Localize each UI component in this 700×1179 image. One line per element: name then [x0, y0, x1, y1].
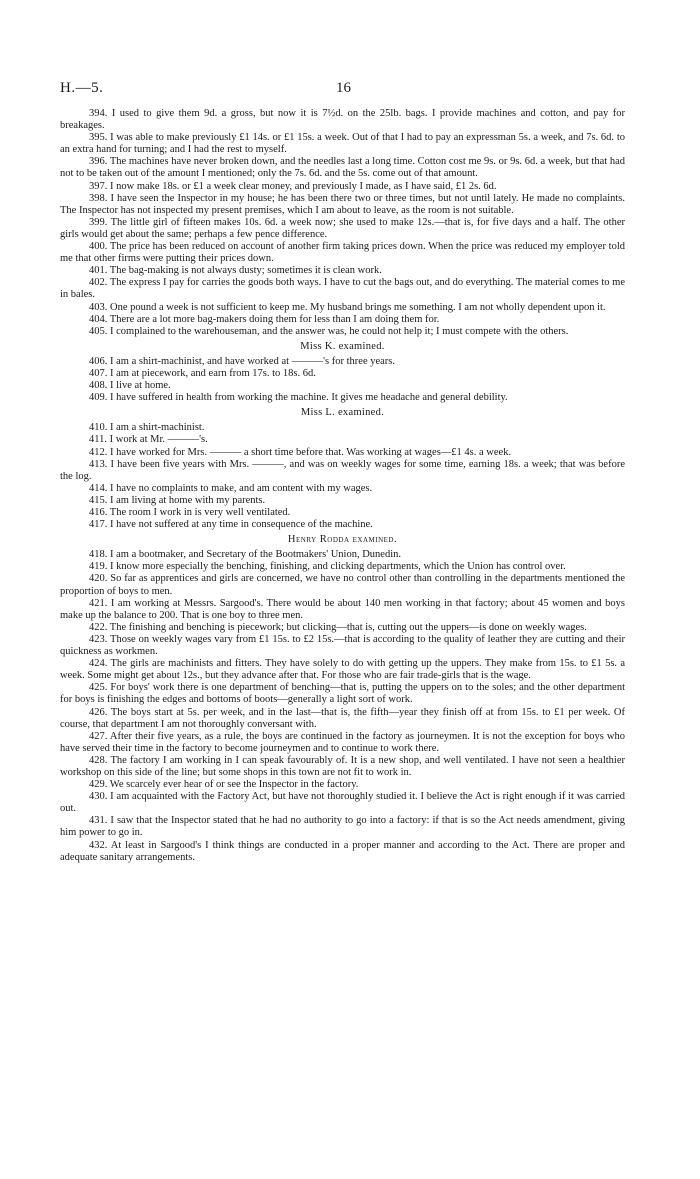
- testimony-paragraph: 428. The factory I am working in I can speak favourably of. It is a new shop, and well ventilated. I have not seen a healthier workshop on this side of the line; but some shops in this town are not fit to work in.: [60, 754, 625, 778]
- testimony-paragraph: 408. I live at home.: [89, 380, 171, 392]
- testimony-paragraph: 398. I have seen the Inspector in my house; he has been there two or three times, but not until lately. He made no complaints. The Inspector has not inspected my present premises, which I am about to leave, as the room is not suitable.: [60, 192, 625, 216]
- testimony-paragraph: 432. At least in Sargood's I think things are conducted in a proper manner and according to the Act. There are proper and adequate sanitary arrangements.: [60, 839, 625, 863]
- testimony-paragraph: 411. I work at Mr. ———'s.: [89, 434, 208, 446]
- testimony-paragraph: 421. I am working at Messrs. Sargood's. There would be about 140 men working in that factory; about 45 women and boys make up the balance to 200. That is one boy to three men.: [60, 597, 625, 621]
- testimony-paragraph: 418. I am a bootmaker, and Secretary of the Bootmakers' Union, Dunedin.: [89, 549, 402, 561]
- testimony-paragraph: 396. The machines have never broken down, and the needles last a long time. Cotton cost me 9s. or 9s. 6d. a week, but that had not to be taken out of the amount I mentioned; only the 7s. 6d. and the 5s. come out of that amount.: [60, 156, 625, 180]
- testimony-paragraph: 394. I used to give them 9d. a gross, but now it is 7½d. on the 25lb. bags. I provide machines and cotton, and pay for breakages.: [60, 108, 625, 132]
- page-number: 16: [336, 80, 351, 96]
- testimony-paragraph: 413. I have been five years with Mrs. ———, and was on weekly wages for some time, earning 18s. a week; that was before the log.: [60, 458, 625, 482]
- testimony-paragraph: 431. I saw that the Inspector stated that he had no authority to go into a factory: if that is so the Act needs amendment, giving him power to go in.: [60, 815, 625, 839]
- testimony-paragraph: 429. We scarcely ever hear of or see the Inspector in the factory.: [89, 779, 359, 791]
- page-header: [60, 80, 625, 100]
- testimony-paragraph: 415. I am living at home with my parents.: [89, 494, 266, 506]
- testimony-paragraph: 395. I was able to make previously £1 14s. or £1 15s. a week. Out of that I had to pay an expressman 5s. a week, and 7s. 6d. to an extra hand for turning; and I had the rest to myself.: [60, 132, 625, 156]
- testimony-paragraph: 410. I am a shirt-machinist.: [89, 422, 205, 434]
- examination-heading: Henry Rodda examined.: [287, 534, 398, 546]
- document-body: [60, 108, 625, 864]
- examination-heading: Miss L. examined.: [300, 407, 385, 419]
- testimony-paragraph: 425. For boys' work there is one department of benching—that is, putting the uppers on to the soles; and the other department for boys is finishing the edges and bottoms of boots—generally a light sort of work.: [60, 682, 625, 706]
- testimony-paragraph: 405. I complained to the warehouseman, and the answer was, he could not help it; I must compete with the others.: [89, 325, 569, 337]
- testimony-paragraph: 420. So far as apprentices and girls are concerned, we have no control other than controlling in the departments mentioned the proportion of boys to men.: [60, 573, 625, 597]
- testimony-paragraph: 423. Those on weekly wages vary from £1 15s. to £2 15s.—that is according to the quality of leather they are cutting and their quickness as workmen.: [60, 633, 625, 658]
- testimony-paragraph: 419. I know more especially the benching, finishing, and clicking departments, which the Union has control over.: [89, 561, 566, 573]
- testimony-paragraph: 404. There are a lot more bag-makers doing them for less than I am doing them for.: [89, 313, 440, 325]
- testimony-paragraph: 416. The room I work in is very well ventilated.: [89, 507, 291, 518]
- testimony-paragraph: 400. The price has been reduced on account of another firm taking prices down. When the price was reduced my employer told me that other firms were putting their prices down.: [60, 241, 625, 265]
- testimony-paragraph: 430. I am acquainted with the Factory Act, but have not thoroughly studied it. I believe the Act is right enough if it was carried out.: [60, 791, 625, 815]
- testimony-paragraph: 409. I have suffered in health from working the machine. It gives me headache and general debility.: [89, 392, 508, 404]
- testimony-paragraph: 424. The girls are machinists and fitters. They have solely to do with getting up the uppers. They make from 15s. to £1 5s. a week. Some might get about 12s., but they advance after that. For those who are fair trade-girls that is the wage.: [60, 658, 625, 682]
- testimony-paragraph: 399. The little girl of fifteen makes 10s. 6d. a week now; she used to make 12s.—that is, for five days and a half. The other girls would get about the same; perhaps a few pence difference.: [60, 216, 625, 240]
- testimony-paragraph: 412. I have worked for Mrs. ——— a short time before that. Was working at wages—£1 4s. a week.: [89, 446, 512, 458]
- examination-heading: Miss K. examined.: [300, 340, 385, 352]
- testimony-paragraph: 407. I am at piecework, and earn from 17s. to 18s. 6d.: [89, 367, 316, 379]
- testimony-paragraph: 397. I now make 18s. or £1 a week clear money, and previously I made, as I have said, £1 2s. 6d.: [89, 180, 497, 192]
- document-reference: H.—5.: [60, 80, 104, 96]
- testimony-paragraph: 417. I have not suffered at any time in consequence of the machine.: [89, 519, 373, 531]
- testimony-paragraph: 406. I am a shirt-machinist, and have worked at ———'s for three years.: [89, 355, 396, 367]
- testimony-paragraph: 426. The boys start at 5s. per week, and in the last—that is, the fifth—year they finish off at from 15s. to £1 per week. Of course, that department I am not thoroughly conversant with.: [60, 706, 625, 730]
- testimony-paragraph: 401. The bag-making is not always dusty; sometimes it is clean work.: [89, 265, 382, 277]
- testimony-paragraph: 402. The express I pay for carries the goods both ways. I have to cut the bags out, and do everything. The material comes to me in bales.: [60, 277, 625, 301]
- testimony-paragraph: 427. After their five years, as a rule, the boys are continued in the factory as journeymen. It is not the exception for boys who have served their time in the factory to become journeymen and to continue to work there.: [60, 730, 625, 754]
- testimony-paragraph: 414. I have no complaints to make, and am content with my wages.: [89, 482, 373, 494]
- testimony-paragraph: 422. The finishing and benching is piecework; but clicking—that is, cutting out the uppers—is done on weekly wages.: [89, 621, 587, 633]
- testimony-paragraph: 403. One pound a week is not sufficient to keep me. My husband brings me something. I am not wholly dependent upon it.: [89, 301, 606, 313]
